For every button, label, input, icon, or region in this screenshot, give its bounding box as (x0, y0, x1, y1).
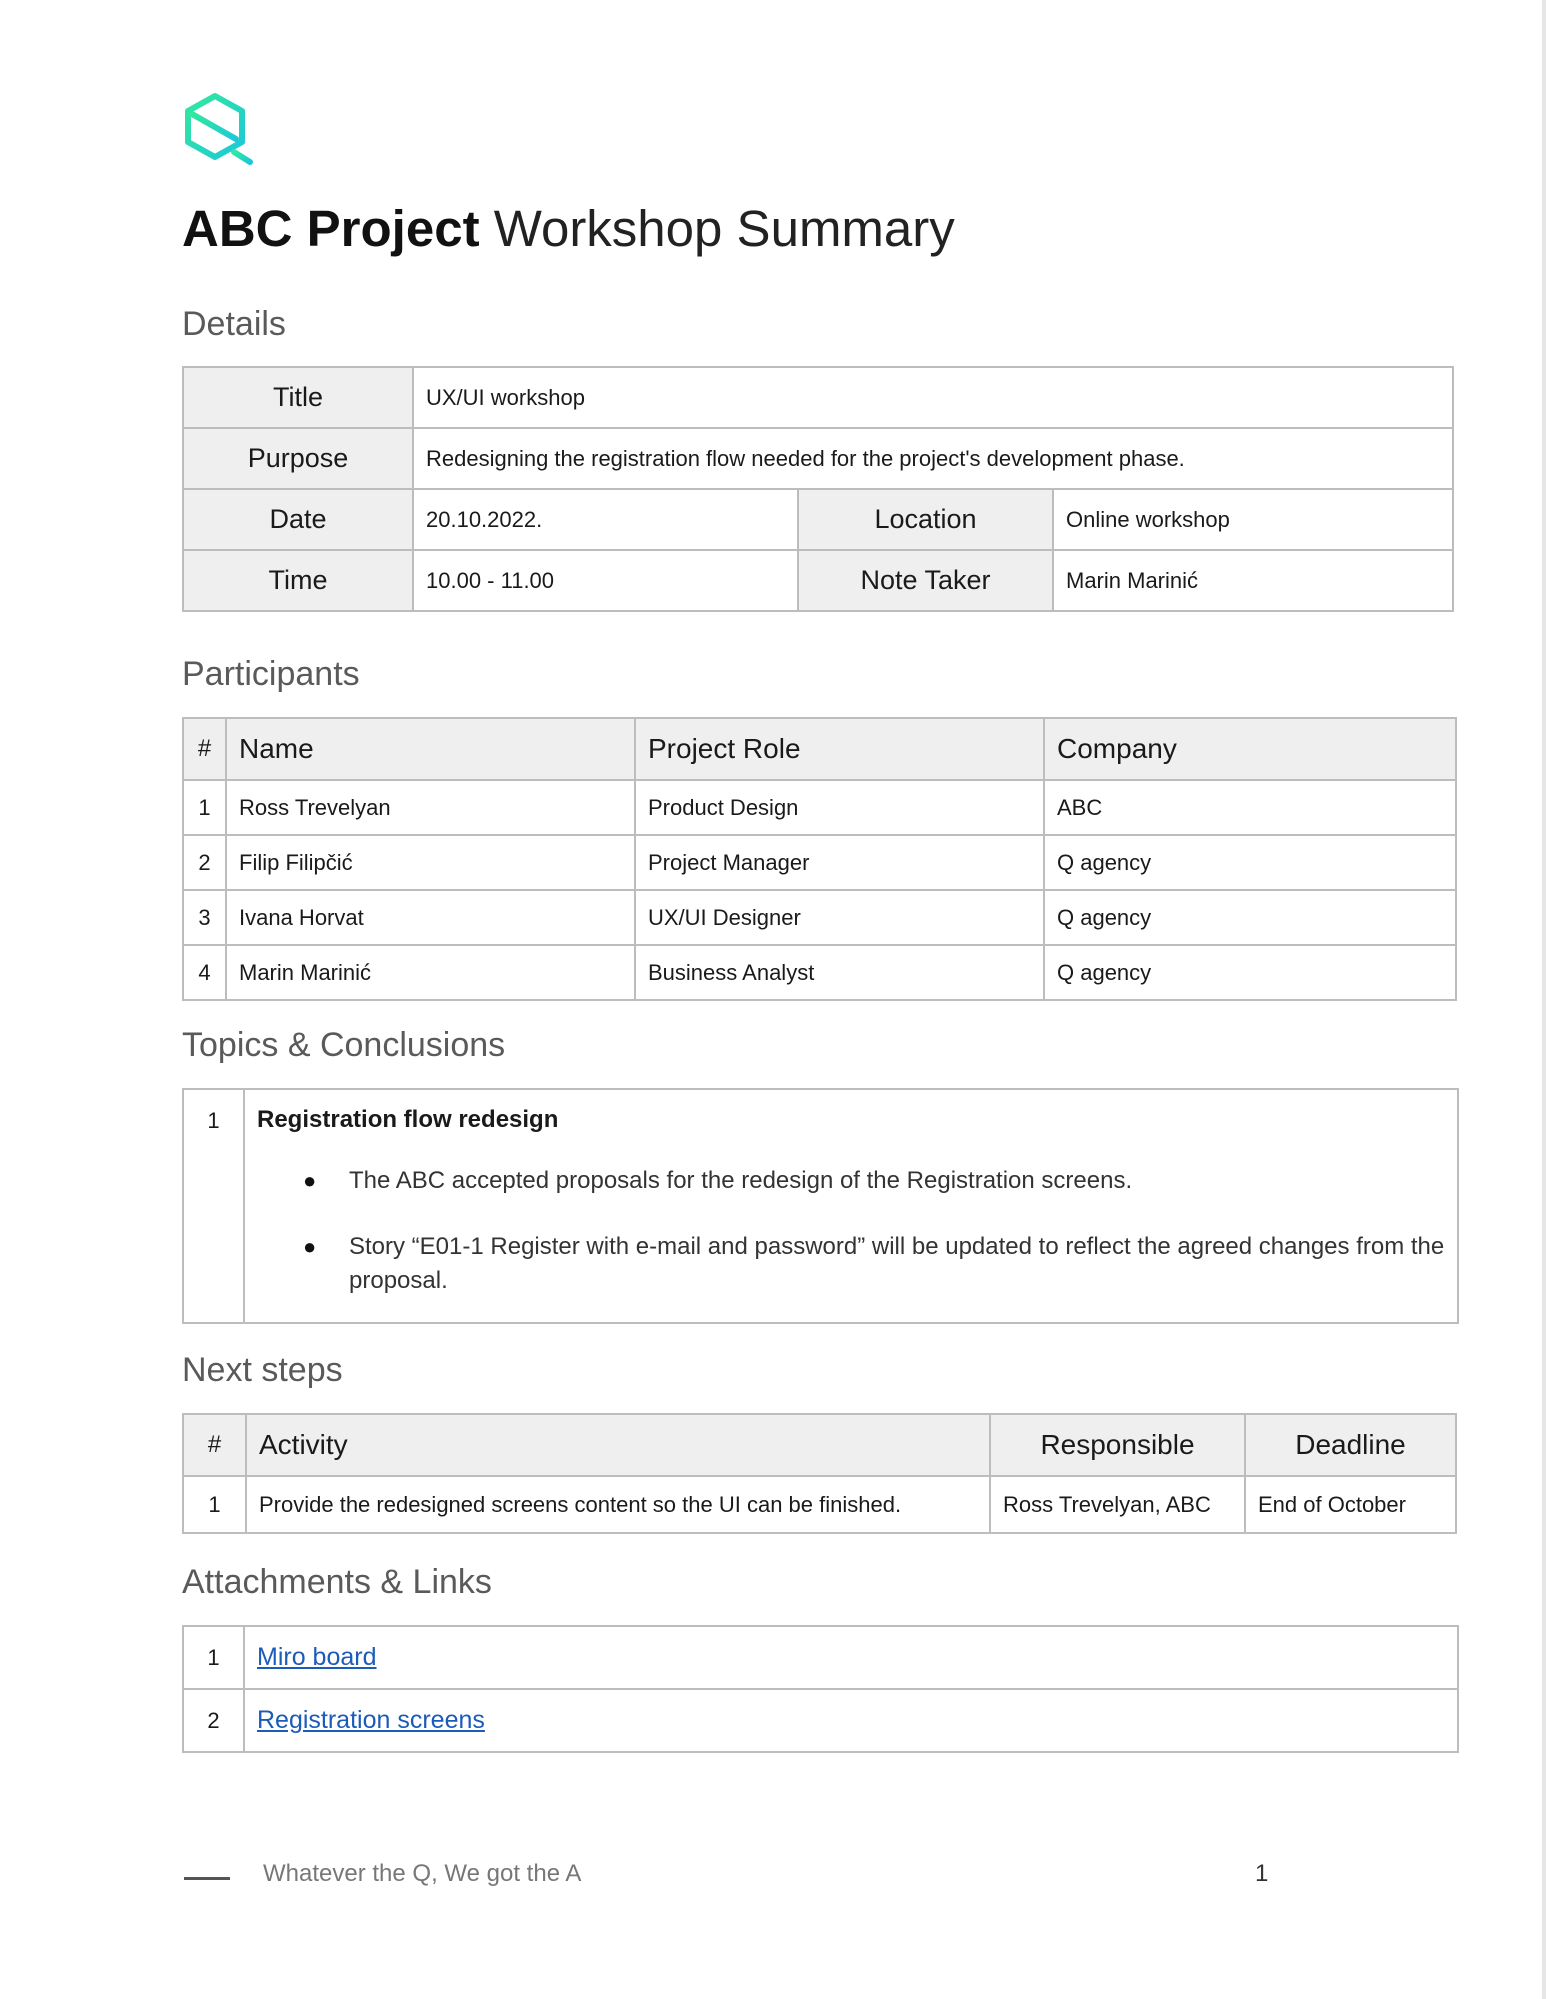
details-row-date (183, 489, 1453, 550)
participants-table (182, 717, 1457, 1001)
participant-company: Q agency (1044, 945, 1456, 1000)
q-agency-logo-icon (182, 92, 258, 168)
topic-row (183, 1089, 1458, 1323)
details-row-title (183, 367, 1453, 428)
row-number: 1 (183, 780, 226, 835)
participant-name: Filip Filipčić (226, 835, 635, 890)
purpose-value: Redesigning the registration flow needed for the project's development phase. (413, 428, 1453, 489)
row-number: 1 (183, 1626, 244, 1689)
attachments-heading: Attachments & Links (182, 1563, 492, 1601)
page-number: 1 (1255, 1860, 1269, 1887)
date-label: Date (183, 489, 413, 550)
attachment-row (183, 1626, 1458, 1689)
activity: Provide the redesigned screens content so the UI can be finished. (246, 1476, 990, 1533)
list-item (303, 1230, 1445, 1298)
table-row (183, 890, 1456, 945)
bullet-text: Story “E01-1 Register with e-mail and password” will be updated to reflect the agreed changes from the proposal. (349, 1233, 1445, 1294)
participant-company: Q agency (1044, 835, 1456, 890)
column-header: Activity (246, 1414, 990, 1476)
participant-name: Marin Marinić (226, 945, 635, 1000)
next-steps-header-row (183, 1414, 1456, 1476)
participant-company: ABC (1044, 780, 1456, 835)
attachments-table (182, 1625, 1459, 1753)
participant-role: Business Analyst (635, 945, 1044, 1000)
participants-header-row (183, 718, 1456, 780)
miro-board-link[interactable]: Miro board (257, 1643, 377, 1671)
attachment-cell (244, 1626, 1458, 1689)
deadline: End of October (1245, 1476, 1456, 1533)
note-taker-label: Note Taker (798, 550, 1053, 611)
details-row-time (183, 550, 1453, 611)
date-value: 20.10.2022. (413, 489, 798, 550)
table-row (183, 780, 1456, 835)
row-number: 2 (183, 835, 226, 890)
table-row (183, 945, 1456, 1000)
details-table (182, 366, 1454, 612)
table-row (183, 1476, 1456, 1533)
next-steps-table (182, 1413, 1457, 1534)
topic-number: 1 (183, 1089, 244, 1323)
details-heading: Details (182, 305, 286, 343)
column-header: Company (1044, 718, 1456, 780)
bullet-icon: ● (303, 1168, 317, 1193)
topics-heading: Topics & Conclusions (182, 1026, 506, 1064)
column-header: # (183, 1414, 246, 1476)
participant-company: Q agency (1044, 890, 1456, 945)
participant-role: UX/UI Designer (635, 890, 1044, 945)
details-row-purpose (183, 428, 1453, 489)
footer-divider (184, 1877, 230, 1880)
registration-screens-link[interactable]: Registration screens (257, 1706, 485, 1734)
list-item (303, 1164, 1445, 1198)
topic-title: Registration flow redesign (257, 1106, 559, 1133)
participant-role: Product Design (635, 780, 1044, 835)
bullet-icon: ● (303, 1234, 317, 1259)
document-title-bold: ABC Project (182, 200, 480, 257)
topics-table (182, 1088, 1459, 1324)
note-taker-value: Marin Marinić (1053, 550, 1453, 611)
topic-content (244, 1089, 1458, 1323)
location-value: Online workshop (1053, 489, 1453, 550)
column-header: Project Role (635, 718, 1044, 780)
row-number: 3 (183, 890, 226, 945)
footer-tagline: Whatever the Q, We got the A (263, 1860, 582, 1887)
column-header: Deadline (1245, 1414, 1456, 1476)
row-number: 4 (183, 945, 226, 1000)
topic-bullets (257, 1164, 1445, 1298)
time-value: 10.00 - 11.00 (413, 550, 798, 611)
column-header: Name (226, 718, 635, 780)
bullet-text: The ABC accepted proposals for the redesign of the Registration screens. (349, 1167, 1133, 1194)
column-header: # (183, 718, 226, 780)
participant-name: Ivana Horvat (226, 890, 635, 945)
location-label: Location (798, 489, 1053, 550)
document-title (182, 196, 955, 262)
purpose-label: Purpose (183, 428, 413, 489)
page-edge (1542, 0, 1546, 1999)
attachment-row (183, 1689, 1458, 1752)
title-value: UX/UI workshop (413, 367, 1453, 428)
participant-name: Ross Trevelyan (226, 780, 635, 835)
row-number: 1 (183, 1476, 246, 1533)
responsible: Ross Trevelyan, ABC (990, 1476, 1245, 1533)
next-steps-heading: Next steps (182, 1351, 343, 1389)
title-label: Title (183, 367, 413, 428)
time-label: Time (183, 550, 413, 611)
document-title-rest: Workshop Summary (493, 200, 955, 257)
row-number: 2 (183, 1689, 244, 1752)
table-row (183, 835, 1456, 890)
participants-heading: Participants (182, 655, 360, 693)
attachment-cell (244, 1689, 1458, 1752)
column-header: Responsible (990, 1414, 1245, 1476)
participant-role: Project Manager (635, 835, 1044, 890)
